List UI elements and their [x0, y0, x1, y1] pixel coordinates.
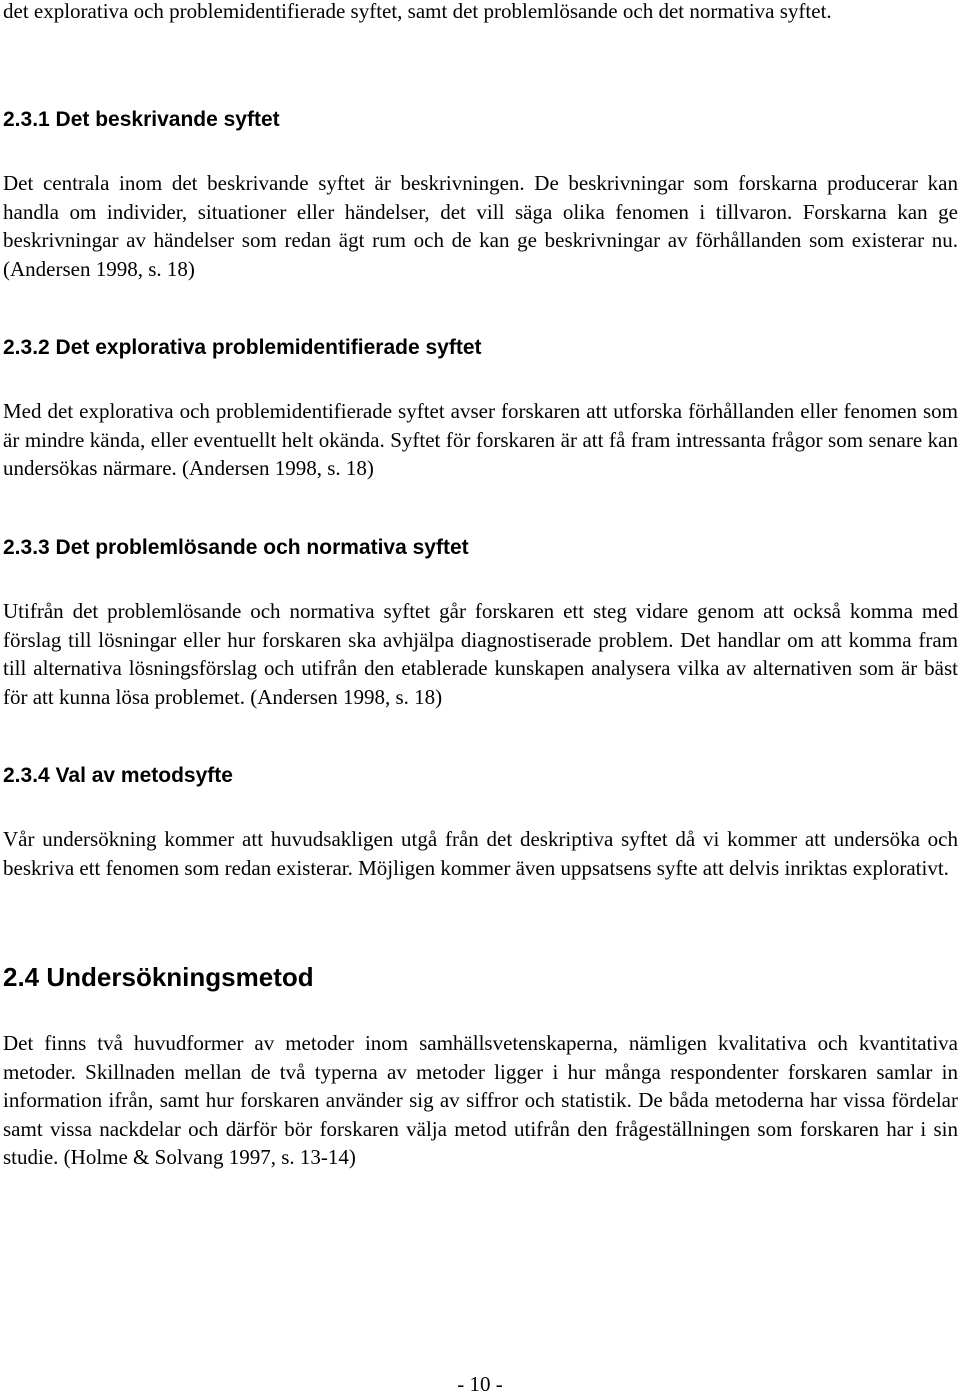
- section-heading-2-3-4: 2.3.4 Val av metodsyfte: [3, 764, 233, 787]
- section-paragraph-2-4: Det finns två huvudformer av metoder inom samhällsvetenskaperna, nämligen kvalitativa och kvantitativa metoder. Skillnaden mellan de två typerna av metoder ligger i hur många respondenter forskaren samlar in information ifrån, samt hur forskaren använder sig av siffror och statistik. De båda metoderna har vissa fördelar samt vissa nackdelar och därför bör forskaren välja metod utifrån den frågeställningen som forskaren har i sin studie. (Holme & Solvang 1997, s. 13-14): [3, 1031, 958, 1169]
- section-heading-2-3-3: 2.3.3 Det problemlösande och normativa syftet: [3, 536, 469, 559]
- section-paragraph-2-3-2: Med det explorativa och problemidentifierade syftet avser forskaren att utforska förhållanden eller fenomen som är mindre kända, eller eventuellt helt okända. Syftet för forskaren är att få fram intressanta frågor som senare kan undersökas närmare. (Andersen 1998, s. 18): [3, 399, 958, 480]
- section-heading-2-3-1: 2.3.1 Det beskrivande syftet: [3, 108, 280, 131]
- document-page: [3, 0, 958, 1392]
- section-paragraph-2-3-3: Utifrån det problemlösande och normativa syftet går forskaren ett steg vidare genom att också komma med förslag till lösningar eller hur forskaren ska avhjälpa diagnostiserade problem. Det handlar om att komma fram till alternativa lösningsförslag och utifrån den etablerade kunskapen analysera vilka av alternativen som är bäst för att kunna lösa problemet. (Andersen 1998, s. 18): [3, 599, 958, 709]
- section-heading-2-3-2: 2.3.2 Det explorativa problemidentifierade syftet: [3, 336, 482, 359]
- page-number: - 10 -: [457, 1372, 503, 1396]
- section-heading-2-4: 2.4 Undersökningsmetod: [3, 962, 314, 992]
- section-paragraph-2-3-4: Vår undersökning kommer att huvudsakligen utgå från det deskriptiva syftet då vi kommer att undersöka och beskriva ett fenomen som redan existerar. Möjligen kommer även uppsatsens syfte att delvis inriktas explorativt.: [3, 827, 958, 880]
- section-paragraph-2-3-1: Det centrala inom det beskrivande syftet är beskrivningen. De beskrivningar som forskarna producerar kan handla om individer, situationer eller händelser, det vill säga olika fenomen i tillvaron. Forskarna kan ge beskrivningar av händelser som redan ägt rum och de kan ge beskrivningar av förhållanden som existerar nu. (Andersen 1998, s. 18): [3, 171, 958, 281]
- intro-paragraph: det explorativa och problemidentifierade syftet, samt det problemlösande och det normativa syftet.: [3, 0, 832, 23]
